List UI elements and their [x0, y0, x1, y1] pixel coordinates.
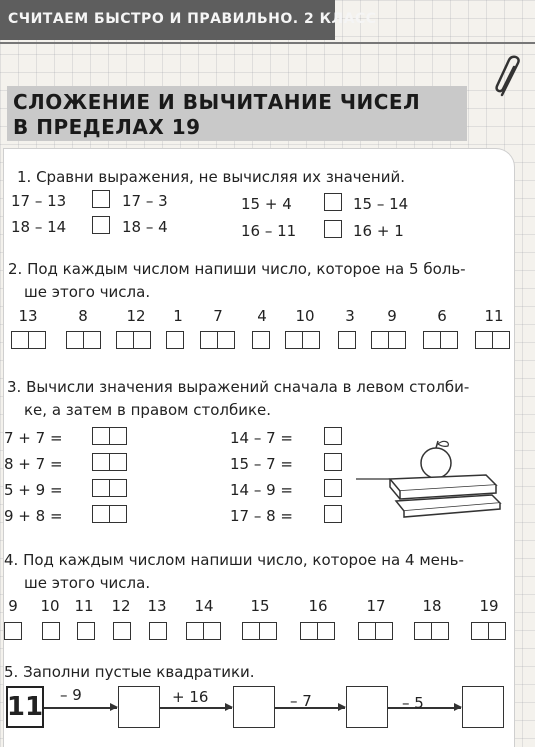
chain-operation: – 9 — [60, 686, 82, 704]
task1-expr: 18 – 4 — [122, 218, 168, 236]
task3-text-line1: 3. Вычисли значения выражений сначала в левом столби- — [7, 378, 470, 396]
answer-box[interactable] — [42, 622, 60, 640]
task4-text-line2: ше этого числа. — [24, 574, 151, 592]
task4-text-line1: 4. Под каждым числом напиши число, которое на 4 мень- — [4, 551, 464, 569]
task1-expr: 17 – 3 — [122, 192, 168, 210]
task2-number: 1 — [173, 307, 183, 325]
task2-number: 11 — [484, 307, 504, 325]
task4-number: 15 — [250, 597, 270, 615]
answer-box[interactable] — [285, 331, 320, 349]
answer-box[interactable] — [300, 622, 335, 640]
task2-number: 10 — [295, 307, 315, 325]
chain-arrow — [160, 707, 232, 709]
answer-box[interactable] — [414, 622, 449, 640]
answer-box[interactable] — [92, 505, 127, 523]
header-text: СЧИТАЕМ БЫСТРО И ПРАВИЛЬНО. 2 КЛАСС — [8, 11, 377, 27]
answer-box[interactable] — [11, 331, 46, 349]
task2-text-line1: 2. Под каждым числом напиши число, которое на 5 боль- — [8, 260, 466, 278]
task4-number: 18 — [422, 597, 442, 615]
task2-number: 7 — [213, 307, 223, 325]
answer-box[interactable] — [92, 479, 127, 497]
task4-number: 14 — [194, 597, 214, 615]
task4-number: 12 — [111, 597, 131, 615]
answer-box[interactable] — [242, 622, 277, 640]
chain-operation: – 7 — [290, 692, 312, 710]
chain-operation: – 5 — [402, 694, 424, 712]
answer-box[interactable] — [149, 622, 167, 640]
chain-arrow — [388, 707, 461, 709]
books-apple-illustration — [356, 439, 506, 519]
task3-expr: 14 – 9 = — [230, 481, 294, 499]
task3-expr: 9 + 8 = — [4, 507, 63, 525]
exercise-card — [4, 149, 514, 747]
answer-box[interactable] — [4, 622, 22, 640]
header-bar — [0, 0, 377, 40]
chain-start-number: 11 — [6, 686, 44, 728]
task1-text: 1. Сравни выражения, не вычисляя их значений. — [17, 168, 405, 186]
section-title-line2: В ПРЕДЕЛАХ 19 — [13, 115, 201, 139]
answer-box[interactable] — [324, 479, 342, 497]
section-title — [7, 86, 467, 141]
task4-number: 10 — [40, 597, 60, 615]
task3-expr: 17 – 8 = — [230, 507, 294, 525]
chain-arrow — [44, 707, 117, 709]
paperclip-icon — [492, 55, 526, 101]
answer-box[interactable] — [471, 622, 506, 640]
task1-expr: 17 – 13 — [11, 192, 67, 210]
answer-box[interactable] — [423, 331, 458, 349]
task3-expr: 7 + 7 = — [4, 429, 63, 447]
task4-number: 17 — [366, 597, 386, 615]
chain-answer-box[interactable] — [118, 686, 160, 728]
task3-expr: 15 – 7 = — [230, 455, 294, 473]
compare-box[interactable] — [92, 190, 110, 208]
chain-answer-box[interactable] — [462, 686, 504, 728]
answer-box[interactable] — [200, 331, 235, 349]
task4-number: 16 — [308, 597, 328, 615]
task2-number: 9 — [387, 307, 397, 325]
chain-answer-box[interactable] — [233, 686, 275, 728]
task1-expr: 15 + 4 — [241, 195, 292, 213]
task1-expr: 16 – 11 — [241, 222, 297, 240]
answer-box[interactable] — [92, 453, 127, 471]
task2-number: 4 — [257, 307, 267, 325]
task3-expr: 14 – 7 = — [230, 429, 294, 447]
compare-box[interactable] — [92, 216, 110, 234]
task4-number: 11 — [74, 597, 94, 615]
answer-box[interactable] — [338, 331, 356, 349]
answer-box[interactable] — [358, 622, 393, 640]
task5-text: 5. Заполни пустые квадратики. — [4, 663, 255, 681]
section-title-line1: СЛОЖЕНИЕ И ВЫЧИТАНИЕ ЧИСЕЛ — [13, 90, 421, 114]
compare-box[interactable] — [324, 193, 342, 211]
task4-number: 13 — [147, 597, 167, 615]
task1-expr: 15 – 14 — [353, 195, 409, 213]
chain-operation: + 16 — [172, 688, 209, 706]
answer-box[interactable] — [475, 331, 510, 349]
answer-box[interactable] — [324, 505, 342, 523]
answer-box[interactable] — [324, 453, 342, 471]
task4-number: 9 — [8, 597, 18, 615]
answer-box[interactable] — [77, 622, 95, 640]
answer-box[interactable] — [324, 427, 342, 445]
task2-number: 13 — [18, 307, 38, 325]
task4-number: 19 — [479, 597, 499, 615]
task2-number: 6 — [437, 307, 447, 325]
answer-box[interactable] — [116, 331, 151, 349]
task3-text-line2: ке, а затем в правом столбике. — [24, 401, 272, 419]
task1-expr: 18 – 14 — [11, 218, 67, 236]
answer-box[interactable] — [166, 331, 184, 349]
task2-text-line2: ше этого числа. — [24, 283, 151, 301]
answer-box[interactable] — [371, 331, 406, 349]
task2-number: 12 — [126, 307, 146, 325]
task2-number: 8 — [78, 307, 88, 325]
task2-number: 3 — [345, 307, 355, 325]
chain-answer-box[interactable] — [346, 686, 388, 728]
answer-box[interactable] — [252, 331, 270, 349]
compare-box[interactable] — [324, 220, 342, 238]
answer-box[interactable] — [186, 622, 221, 640]
task3-expr: 5 + 9 = — [4, 481, 63, 499]
answer-box[interactable] — [92, 427, 127, 445]
task3-expr: 8 + 7 = — [4, 455, 63, 473]
header-divider — [0, 42, 535, 44]
answer-box[interactable] — [66, 331, 101, 349]
task1-expr: 16 + 1 — [353, 222, 404, 240]
answer-box[interactable] — [113, 622, 131, 640]
